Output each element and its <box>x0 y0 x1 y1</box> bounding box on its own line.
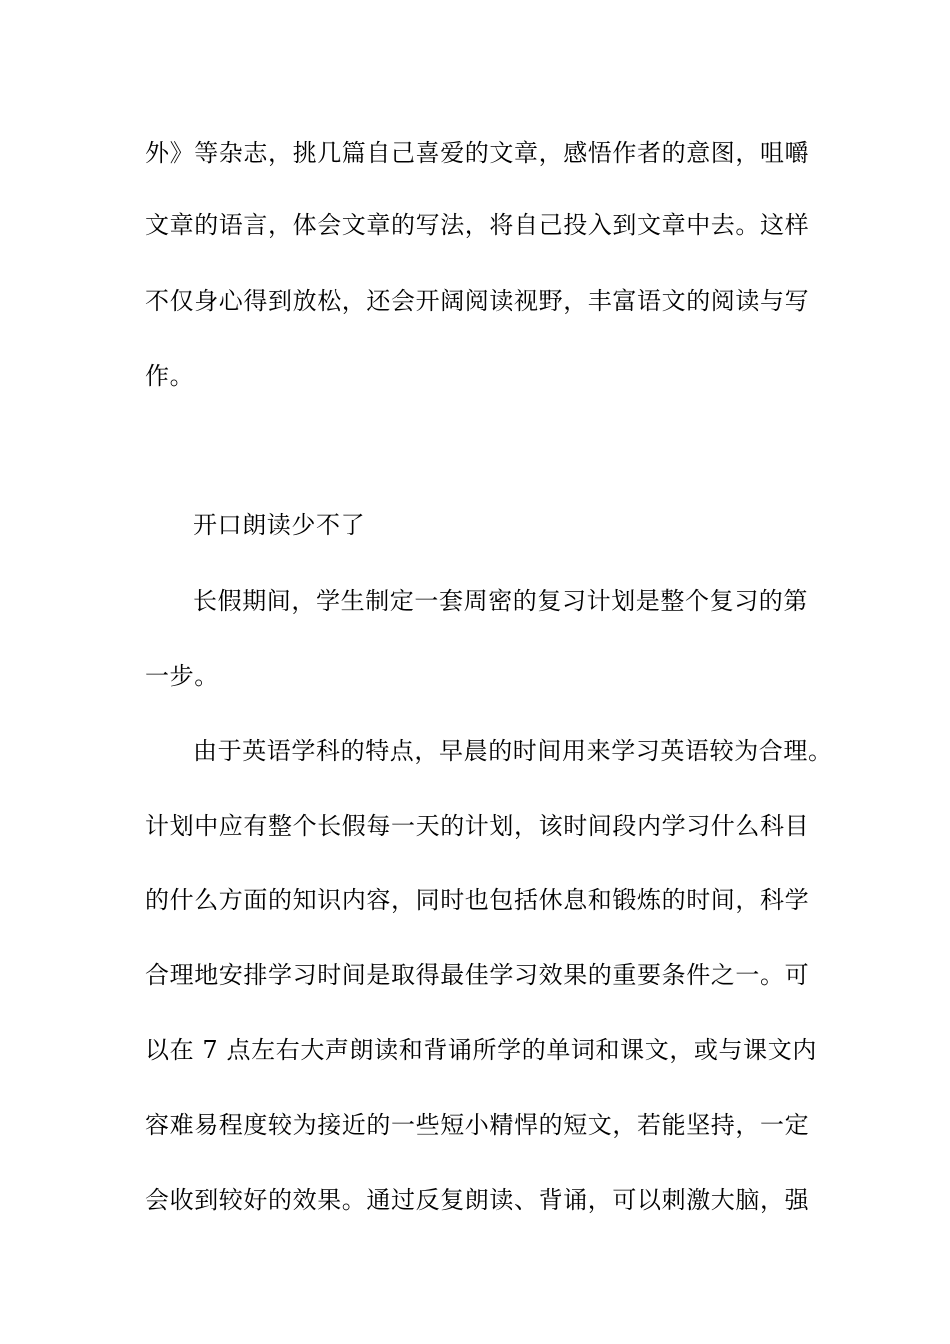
paragraph-line: 合理地安排学习时间是取得最佳学习效果的重要条件之一。可 <box>145 961 810 989</box>
paragraph-line: 文章的语言，体会文章的写法，将自己投入到文章中去。这样 <box>145 211 810 239</box>
section-heading: 开口朗读少不了 <box>193 511 366 539</box>
paragraph-line: 容难易程度较为接近的一些短小精悍的短文，若能坚持，一定 <box>145 1111 810 1139</box>
paragraph-line: 不仅身心得到放松，还会开阔阅读视野，丰富语文的阅读与写 <box>145 287 810 315</box>
paragraph-line: 的什么方面的知识内容，同时也包括休息和锻炼的时间，科学 <box>145 886 810 914</box>
paragraph-line: 计划中应有整个长假每一天的计划，该时间段内学习什么科目 <box>145 812 810 840</box>
paragraph-line: 由于英语学科的特点，早晨的时间用来学习英语较为合理。 <box>193 737 833 765</box>
paragraph-line: 长假期间，学生制定一套周密的复习计划是整个复习的第 <box>193 587 808 615</box>
paragraph-line: 会收到较好的效果。通过反复朗读、背诵，可以刺激大脑，强 <box>145 1186 810 1214</box>
paragraph-line: 以在 7 点左右大声朗读和背诵所学的单词和课文，或与课文内 <box>145 1036 817 1064</box>
paragraph-line: 外》等杂志，挑几篇自己喜爱的文章，感悟作者的意图，咀嚼 <box>145 139 810 167</box>
paragraph-line: 作。 <box>145 362 195 390</box>
paragraph-line: 一步。 <box>145 662 219 690</box>
